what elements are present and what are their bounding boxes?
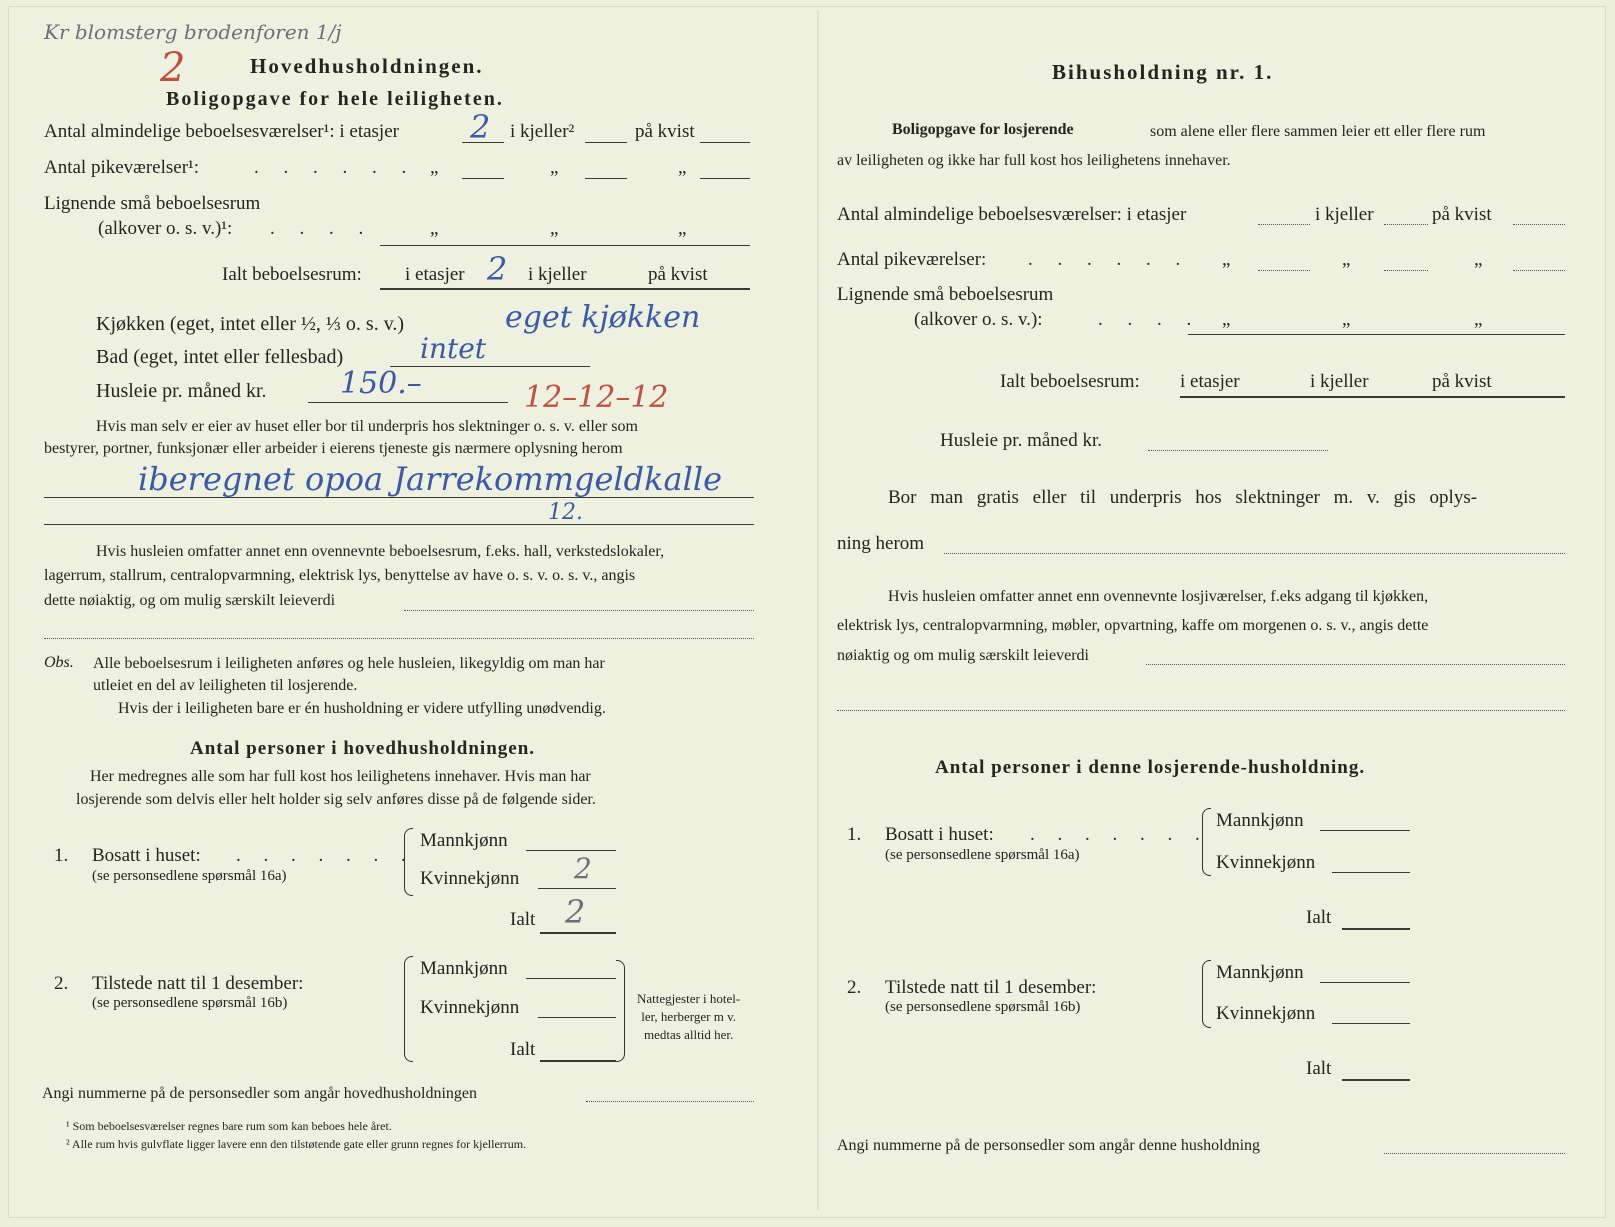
left-q2-kvinne-line bbox=[538, 1017, 616, 1018]
left-antal-text-2: losjerende som delvis eller helt holder sig selv anføres disse på de følgende sider. bbox=[76, 791, 596, 808]
omfatter-line-1 bbox=[404, 610, 754, 611]
obs-label: Obs. bbox=[44, 654, 74, 671]
eier-text-1: Hvis man selv er eier av huset eller bor til underpris hos slektninger o. s. v. eller som bbox=[96, 418, 638, 435]
row1-kvist: på kvist bbox=[635, 121, 695, 142]
nattegjester-brace bbox=[616, 960, 625, 1062]
nattegjester-line-2: ler, herberger m v. bbox=[641, 1009, 737, 1024]
right-q2-sub: (se personsedlene spørsmål 16b) bbox=[885, 999, 1081, 1015]
number-mark: 2 bbox=[160, 45, 186, 91]
right-gratis-line bbox=[944, 553, 1565, 554]
row1-kjeller-line bbox=[585, 142, 627, 143]
left-q2-kvinne: Kvinnekjønn bbox=[420, 997, 520, 1018]
left-q2-label: Tilstede natt til 1 desember: bbox=[92, 973, 304, 994]
right-q2-mann: Mannkjønn bbox=[1216, 962, 1304, 983]
right-row1-kjeller-line bbox=[1384, 224, 1428, 225]
left-q1-label: Bosatt i huset: bbox=[92, 845, 201, 866]
right-gratis-2: ning herom bbox=[837, 533, 925, 554]
left-q1-ialt: Ialt bbox=[510, 909, 536, 930]
row2-ditto-2: „ bbox=[550, 157, 559, 178]
left-q1-kvinne-line bbox=[538, 888, 616, 889]
left-q1-kvinne: Kvinnekjønn bbox=[420, 868, 520, 889]
left-q2-sub: (se personsedlene spørsmål 16b) bbox=[92, 995, 288, 1011]
right-title: Bihusholdning nr. 1. bbox=[1052, 60, 1274, 84]
row2-dots: . . . . . . bbox=[254, 157, 417, 178]
right-q1-mann: Mannkjønn bbox=[1216, 810, 1304, 831]
kjokken-label: Kjøkken (eget, intet eller ½, ⅓ o. s. v.) bbox=[96, 313, 405, 335]
eier-line-2 bbox=[44, 524, 754, 525]
right-q2-num: 2. bbox=[847, 977, 862, 998]
footnote-1: ¹ Som beboelsesværelser regnes bare rum som kan beboes hele året. bbox=[66, 1119, 392, 1133]
kjokken-value: eget kjøkken bbox=[505, 300, 701, 335]
nattegjester-line-1: Nattegjester i hotel- bbox=[637, 991, 741, 1006]
right-q2-brace bbox=[1202, 960, 1211, 1028]
right-row3-ditto-3: „ bbox=[1474, 309, 1483, 330]
right-row3-label-b: (alkover o. s. v.): bbox=[914, 309, 1043, 330]
husleie-value: 150.– bbox=[340, 366, 422, 401]
right-row1-kvist: på kvist bbox=[1432, 204, 1492, 225]
right-row3-sum-line bbox=[1188, 334, 1565, 335]
row1-kjeller: i kjeller² bbox=[510, 121, 575, 142]
row3-sum-line bbox=[380, 245, 750, 246]
right-omfatter-2: elektrisk lys, centralopvarmning, møbler, opvartning, kaffe om morgenen o. s. v., angis dette bbox=[837, 617, 1429, 634]
right-row2-dots: . . . . . . bbox=[1028, 249, 1191, 270]
ialt-etasjer-value: 2 bbox=[487, 250, 508, 288]
left-q2-ialt-line bbox=[540, 1060, 616, 1062]
right-q1-num: 1. bbox=[847, 824, 862, 845]
right-row3-dots: . . . . bbox=[1098, 309, 1202, 330]
row3-dots: . . . . bbox=[270, 218, 374, 239]
nattegjester-line-3: medtas alltid her. bbox=[644, 1027, 734, 1042]
row1-kvist-line bbox=[700, 142, 750, 143]
ialt-kvist: på kvist bbox=[648, 264, 708, 285]
husleie-label: Husleie pr. måned kr. bbox=[96, 380, 267, 402]
omfatter-3: dette nøiaktig, og om mulig særskilt leieverdi bbox=[44, 592, 336, 609]
right-ialt-kvist: på kvist bbox=[1432, 371, 1492, 392]
right-row2-line-2 bbox=[1384, 270, 1428, 271]
left-q1-ialt-line bbox=[540, 932, 616, 934]
row3-ditto-2: „ bbox=[550, 218, 559, 239]
omfatter-2: lagerrum, stallrum, centralopvarmning, elektrisk lys, benyttelse av have o. s. v. o. s. v., angis bbox=[44, 567, 636, 584]
right-omfatter-line-1 bbox=[1146, 664, 1565, 665]
right-row1-label: Antal almindelige beboelsesværelser: i etasjer bbox=[837, 204, 1187, 225]
ialt-label: Ialt beboelsesrum: bbox=[222, 264, 362, 285]
left-antal-heading: Antal personer i hovedhusholdningen. bbox=[190, 738, 536, 759]
right-row2-line-1 bbox=[1258, 270, 1310, 271]
right-row3-ditto-2: „ bbox=[1342, 309, 1351, 330]
ialt-etasjer: i etasjer bbox=[405, 264, 465, 285]
right-row2-line-3 bbox=[1513, 270, 1565, 271]
right-q1-kvinne: Kvinnekjønn bbox=[1216, 852, 1316, 873]
right-husleie: Husleie pr. måned kr. bbox=[940, 430, 1102, 451]
left-antal-text-1: Her medregnes alle som har full kost hos leilighetens innehaver. Hvis man har bbox=[90, 768, 591, 785]
right-gratis-1: Bor man gratis eller til underpris hos slektninger m. v. gis oplys- bbox=[888, 487, 1478, 508]
left-q1-ialt-value: 2 bbox=[565, 893, 586, 931]
row1-etasjer-value: 2 bbox=[470, 108, 491, 146]
row2-line-1 bbox=[462, 178, 504, 179]
left-angi: Angi nummerne på de personsedler som angår hovedhusholdningen bbox=[42, 1085, 478, 1102]
left-q2-brace bbox=[404, 956, 413, 1062]
right-angi: Angi nummerne på de personsedler som angår denne husholdning bbox=[837, 1137, 1261, 1154]
right-row1-kjeller: i kjeller bbox=[1315, 204, 1374, 225]
left-q1-brace bbox=[404, 828, 413, 896]
right-omfatter-3: nøiaktig og om mulig særskilt leieverdi bbox=[837, 647, 1089, 664]
right-q2-kvinne-line bbox=[1332, 1023, 1410, 1024]
right-q1-dots: . . . . . . . bbox=[1030, 824, 1209, 845]
left-angi-line bbox=[586, 1101, 754, 1102]
left-q1-num: 1. bbox=[54, 845, 69, 866]
left-q1-dots: . . . . . . . bbox=[236, 845, 415, 866]
right-intro-bold: Boligopgave for losjerende bbox=[892, 121, 1074, 138]
row2-ditto-3: „ bbox=[678, 157, 687, 178]
right-q1-brace bbox=[1202, 808, 1211, 876]
right-q1-mann-line bbox=[1320, 830, 1410, 831]
right-row3-label-a: Lignende små beboelsesrum bbox=[837, 284, 1054, 305]
page-fold bbox=[817, 10, 819, 1210]
right-q2-ialt: Ialt bbox=[1306, 1058, 1332, 1079]
right-husleie-line bbox=[1148, 450, 1328, 451]
right-row1-etasjer-line bbox=[1258, 224, 1310, 225]
left-q2-ialt: Ialt bbox=[510, 1039, 536, 1060]
right-row3-ditto-1: „ bbox=[1222, 309, 1231, 330]
eier-value: iberegnet opoa Jarrekommgeldkalle bbox=[138, 460, 723, 498]
left-q1-mann-line bbox=[526, 850, 616, 851]
bad-label: Bad (eget, intet eller fellesbad) bbox=[96, 346, 344, 368]
right-intro-1: som alene eller flere sammen leier ett eller flere rum bbox=[1150, 123, 1486, 140]
right-q1-ialt: Ialt bbox=[1306, 907, 1332, 928]
row3-label-a: Lignende små beboelsesrum bbox=[44, 193, 261, 214]
right-ialt-label: Ialt beboelsesrum: bbox=[1000, 371, 1140, 392]
right-ialt-kjeller: i kjeller bbox=[1310, 371, 1369, 392]
row3-label-b: (alkover o. s. v.)¹: bbox=[98, 218, 233, 239]
omfatter-1: Hvis husleien omfatter annet enn ovennevnte beboelsesrum, f.eks. hall, verkstedslokaler, bbox=[96, 543, 665, 560]
right-row2-label: Antal pikeværelser: bbox=[837, 249, 987, 270]
left-q2-mann-line bbox=[526, 978, 616, 979]
row1-label: Antal almindelige beboelsesværelser¹: i etasjer bbox=[44, 121, 399, 142]
right-row2-ditto-3: „ bbox=[1474, 249, 1483, 270]
census-form-sheet bbox=[8, 6, 1606, 1218]
row2-ditto-1: „ bbox=[430, 157, 439, 178]
husleie-line bbox=[308, 402, 508, 403]
obs-2: utleiet en del av leiligheten til losjerende. bbox=[93, 677, 358, 694]
right-row2-ditto-2: „ bbox=[1342, 249, 1351, 270]
eier-line-1 bbox=[44, 497, 754, 498]
ialt-kjeller: i kjeller bbox=[528, 264, 587, 285]
left-q1-sub: (se personsedlene spørsmål 16a) bbox=[92, 868, 287, 884]
left-subtitle: Boligopgave for hele leiligheten. bbox=[166, 88, 504, 110]
bad-value: intet bbox=[420, 332, 487, 365]
row3-ditto-1: „ bbox=[430, 218, 439, 239]
obs-1: Alle beboelsesrum i leiligheten anføres og hele husleien, likegyldig om man har bbox=[93, 655, 605, 672]
right-ialt-line bbox=[1180, 396, 1565, 398]
omfatter-line-2 bbox=[44, 638, 754, 639]
row3-ditto-3: „ bbox=[678, 218, 687, 239]
right-q2-label: Tilstede natt til 1 desember: bbox=[885, 977, 1097, 998]
left-q2-mann: Mannkjønn bbox=[420, 958, 508, 979]
right-row2-ditto-1: „ bbox=[1222, 249, 1231, 270]
right-ialt-etasjer: i etasjer bbox=[1180, 371, 1240, 392]
right-q1-kvinne-line bbox=[1332, 872, 1410, 873]
right-angi-line bbox=[1384, 1153, 1565, 1154]
left-title: Hovedhusholdningen. bbox=[250, 54, 484, 78]
left-q1-mann: Mannkjønn bbox=[420, 830, 508, 851]
right-q1-label: Bosatt i huset: bbox=[885, 824, 994, 845]
row2-label: Antal pikeværelser¹: bbox=[44, 157, 200, 178]
right-q2-ialt-line bbox=[1342, 1079, 1410, 1081]
right-q1-sub: (se personsedlene spørsmål 16a) bbox=[885, 847, 1080, 863]
right-intro-2: av leiligheten og ikke har full kost hos leilighetens innehaver. bbox=[837, 152, 1231, 169]
right-omfatter-1: Hvis husleien omfatter annet enn ovennevnte losjiværelser, f.eks adgang til kjøkken, bbox=[888, 588, 1429, 605]
left-q1-kvinne-value: 2 bbox=[574, 852, 592, 885]
right-antal-heading: Antal personer i denne losjerende-husholdning. bbox=[935, 757, 1366, 778]
eier-value-2: 12. bbox=[548, 500, 583, 525]
right-row1-kvist-line bbox=[1513, 224, 1565, 225]
right-omfatter-line-2 bbox=[837, 710, 1565, 711]
footnote-2: ² Alle rum hvis gulvflate ligger lavere enn den tilstøtende gate eller grunn regnes for kjellerrum. bbox=[66, 1137, 527, 1151]
right-q1-ialt-line bbox=[1342, 928, 1410, 930]
row1-etasjer-line bbox=[462, 142, 504, 143]
husleie-extra: 12–12–12 bbox=[524, 380, 669, 415]
obs-3: Hvis der i leiligheten bare er én husholdning er videre utfylling unødvendig. bbox=[118, 700, 606, 717]
row2-line-3 bbox=[700, 178, 750, 179]
ialt-line bbox=[380, 288, 750, 290]
row2-line-2 bbox=[585, 178, 627, 179]
nattegjester-note bbox=[637, 990, 740, 1044]
left-q2-num: 2. bbox=[54, 973, 69, 994]
eier-text-2: bestyrer, portner, funksjonær eller arbeider i eierens tjeneste gis nærmere oplysning herom bbox=[44, 440, 623, 457]
right-q2-mann-line bbox=[1320, 982, 1410, 983]
right-q2-kvinne: Kvinnekjønn bbox=[1216, 1003, 1316, 1024]
annotation-top: Kr blomsterg brodenforen 1/j bbox=[44, 20, 342, 44]
